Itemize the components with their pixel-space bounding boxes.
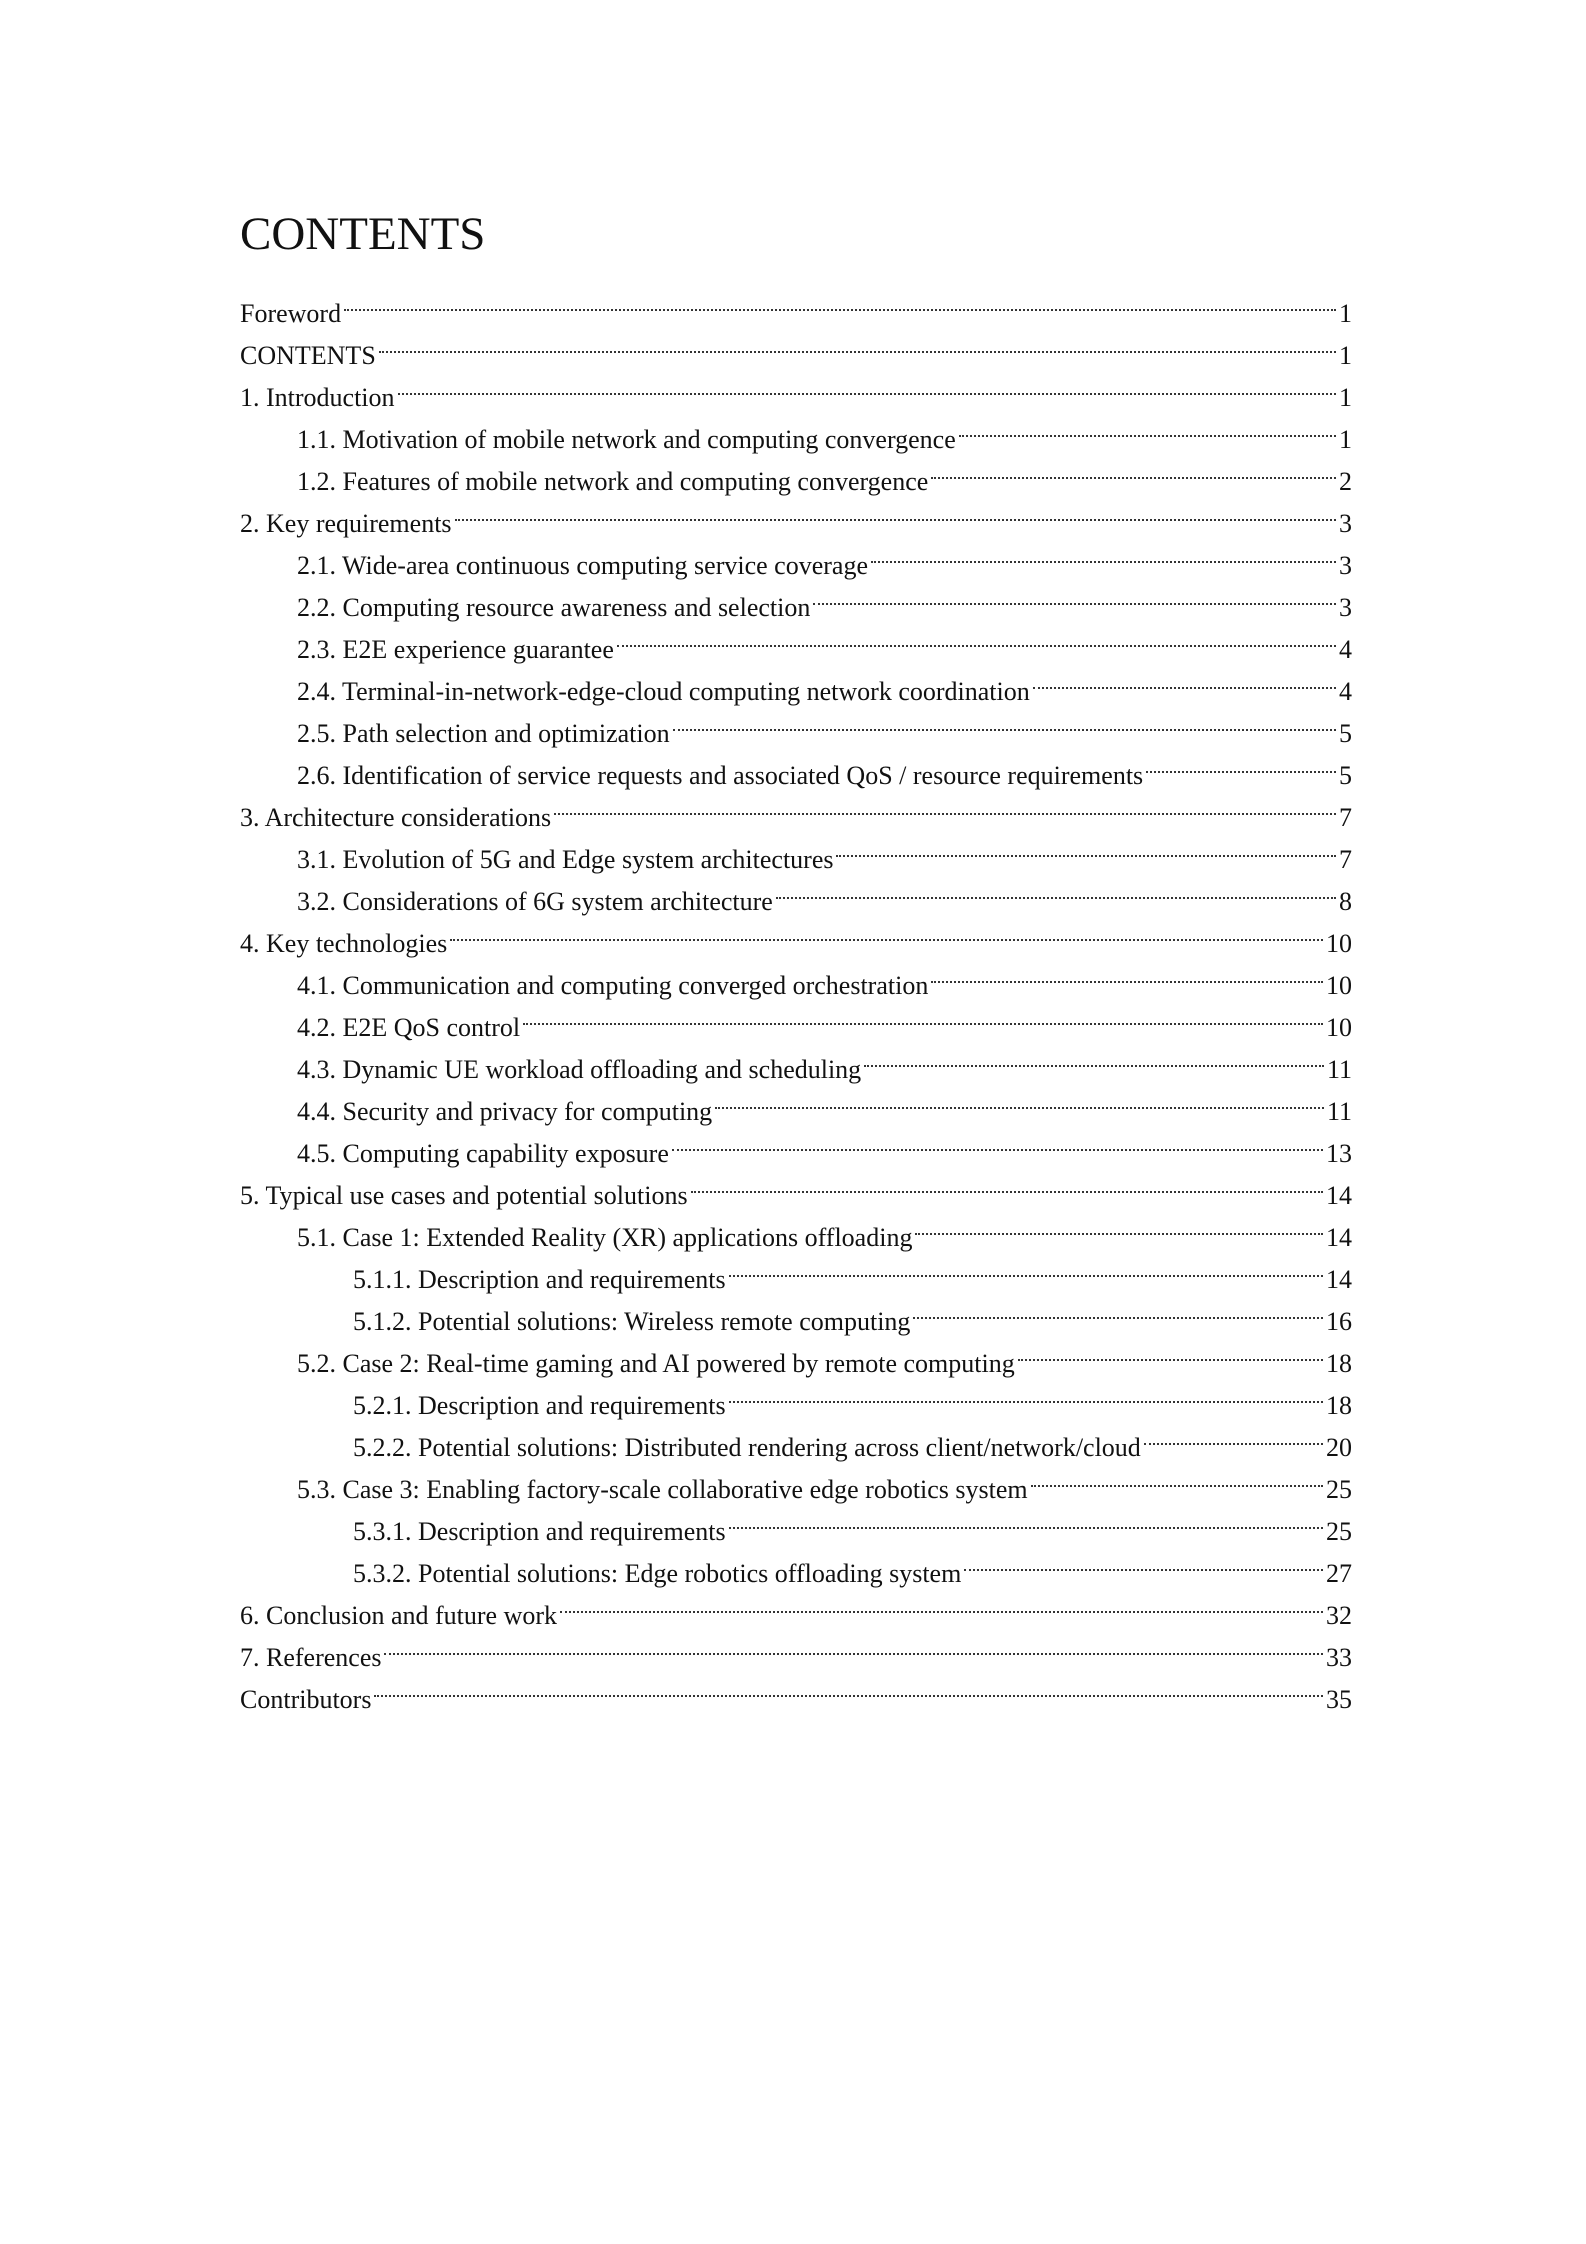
toc-entry-page-number: 33 — [1326, 1643, 1352, 1672]
toc-entry-page-number: 5 — [1339, 761, 1352, 790]
toc-entry-label: 2.1. Wide-area continuous computing service coverage — [297, 551, 868, 580]
toc-entry[interactable] — [240, 1498, 1352, 1546]
toc-entry[interactable] — [240, 574, 1352, 622]
toc-entry-page-number: 14 — [1326, 1265, 1352, 1294]
dot-leader — [617, 616, 1336, 658]
toc-entry-label: 6. Conclusion and future work — [240, 1601, 558, 1630]
toc-entry-page-number: 20 — [1326, 1433, 1352, 1462]
dot-leader — [379, 322, 1336, 364]
toc-entry-page-number: 3 — [1339, 551, 1352, 580]
dot-leader — [374, 1666, 1323, 1708]
toc-entry[interactable] — [240, 406, 1352, 454]
toc-entry[interactable] — [240, 826, 1352, 874]
toc-entry-label: 4.1. Communication and computing converged orchestration — [297, 971, 929, 1000]
toc-entry-page-number: 18 — [1326, 1391, 1352, 1420]
dot-leader — [398, 364, 1336, 406]
dot-leader — [913, 1288, 1323, 1330]
toc-entry[interactable] — [240, 1078, 1352, 1126]
toc-entry[interactable] — [240, 1666, 1352, 1714]
toc-entry-label: 2.3. E2E experience guarantee — [297, 635, 614, 664]
toc-entry-page-number: 10 — [1326, 971, 1352, 1000]
toc-entry-label: 5.2. Case 2: Real-time gaming and AI powered by remote computing — [297, 1349, 1015, 1378]
toc-entry[interactable] — [240, 1120, 1352, 1168]
dot-leader — [673, 700, 1336, 742]
dot-leader — [729, 1498, 1323, 1540]
dot-leader — [959, 406, 1336, 448]
toc-entry[interactable] — [240, 1330, 1352, 1378]
toc-entry-page-number: 8 — [1339, 887, 1352, 916]
toc-entry[interactable] — [240, 1414, 1352, 1462]
dot-leader — [715, 1078, 1324, 1120]
dot-leader — [964, 1540, 1323, 1582]
toc-entry-label: 1.1. Motivation of mobile network and computing convergence — [297, 425, 956, 454]
dot-leader — [931, 448, 1336, 490]
toc-entry-label: 3.2. Considerations of 6G system architecture — [297, 887, 773, 916]
toc-entry-page-number: 32 — [1326, 1601, 1352, 1630]
toc-entry-label: 1.2. Features of mobile network and computing convergence — [297, 467, 929, 496]
toc-entry-page-number: 1 — [1339, 383, 1352, 412]
dot-leader — [560, 1582, 1323, 1624]
toc-entry-page-number: 18 — [1326, 1349, 1352, 1378]
toc-entry-page-number: 4 — [1339, 677, 1352, 706]
toc-entry-label: 2.5. Path selection and optimization — [297, 719, 670, 748]
toc-entry-label: 3.1. Evolution of 5G and Edge system architectures — [297, 845, 834, 874]
toc-entry[interactable] — [240, 952, 1352, 1000]
dot-leader — [554, 784, 1336, 826]
dot-leader — [836, 826, 1336, 868]
toc-entry-page-number: 3 — [1339, 509, 1352, 538]
toc-entry[interactable] — [240, 1204, 1352, 1252]
toc-entry[interactable] — [240, 1582, 1352, 1630]
toc-entry[interactable] — [240, 532, 1352, 580]
toc-entry-label: 5.3.2. Potential solutions: Edge robotics offloading system — [353, 1559, 962, 1588]
toc-entry-label: 5.1.2. Potential solutions: Wireless remote computing — [353, 1307, 911, 1336]
toc-entry[interactable] — [240, 1246, 1352, 1294]
dot-leader — [523, 994, 1323, 1036]
dot-leader — [450, 910, 1323, 952]
toc-entry[interactable] — [240, 448, 1352, 496]
dot-leader — [672, 1120, 1323, 1162]
toc-entry-page-number: 10 — [1326, 929, 1352, 958]
dot-leader — [1144, 1414, 1323, 1456]
toc-entry[interactable] — [240, 1162, 1352, 1210]
toc-entry-label: 4.2. E2E QoS control — [297, 1013, 521, 1042]
table-of-contents — [240, 280, 1352, 1714]
toc-entry-label: 5.2.2. Potential solutions: Distributed rendering across client/network/cloud — [353, 1433, 1141, 1462]
toc-entry-label: Foreword — [240, 299, 342, 328]
toc-entry-page-number: 16 — [1326, 1307, 1352, 1336]
toc-entry-page-number: 1 — [1339, 299, 1352, 328]
toc-entry-page-number: 3 — [1339, 593, 1352, 622]
dot-leader — [455, 490, 1336, 532]
toc-entry-label: 3. Architecture considerations — [240, 803, 552, 832]
dot-leader — [864, 1036, 1324, 1078]
dot-leader — [915, 1204, 1323, 1246]
toc-entry-page-number: 4 — [1339, 635, 1352, 664]
dot-leader — [729, 1246, 1323, 1288]
toc-entry-label: 2.2. Computing resource awareness and selection — [297, 593, 811, 622]
toc-entry[interactable] — [240, 1288, 1352, 1336]
dot-leader — [931, 952, 1323, 994]
toc-entry-label: 4.5. Computing capability exposure — [297, 1139, 669, 1168]
toc-entry-page-number: 27 — [1326, 1559, 1352, 1588]
dot-leader — [344, 280, 1336, 322]
toc-entry[interactable] — [240, 364, 1352, 412]
toc-entry[interactable] — [240, 784, 1352, 832]
toc-entry-label: 7. References — [240, 1643, 382, 1672]
toc-entry[interactable] — [240, 1372, 1352, 1420]
toc-entry-label: 5. Typical use cases and potential solutions — [240, 1181, 688, 1210]
toc-entry-page-number: 2 — [1339, 467, 1352, 496]
toc-entry-label: 2.6. Identification of service requests and associated QoS / resource requirements — [297, 761, 1144, 790]
toc-entry-label: 1. Introduction — [240, 383, 395, 412]
toc-entry[interactable] — [240, 322, 1352, 370]
toc-entry-page-number: 7 — [1339, 845, 1352, 874]
toc-entry[interactable] — [240, 280, 1352, 328]
toc-entry-page-number: 25 — [1326, 1475, 1352, 1504]
toc-entry[interactable] — [240, 1456, 1352, 1504]
toc-entry-label: 2.4. Terminal-in-network-edge-cloud computing network coordination — [297, 677, 1030, 706]
toc-entry-page-number: 11 — [1326, 1097, 1352, 1126]
toc-entry[interactable] — [240, 490, 1352, 538]
toc-entry[interactable] — [240, 994, 1352, 1042]
dot-leader — [691, 1162, 1323, 1204]
toc-entry[interactable] — [240, 658, 1352, 706]
toc-entry-page-number: 10 — [1326, 1013, 1352, 1042]
toc-entry-page-number: 25 — [1326, 1517, 1352, 1546]
toc-entry-label: 4. Key technologies — [240, 929, 448, 958]
dot-leader — [871, 532, 1336, 574]
dot-leader — [1146, 742, 1336, 784]
toc-entry[interactable] — [240, 1540, 1352, 1588]
dot-leader — [813, 574, 1336, 616]
toc-entry-label: 5.1. Case 1: Extended Reality (XR) applications offloading — [297, 1223, 913, 1252]
toc-entry-label: 5.3.1. Description and requirements — [353, 1517, 726, 1546]
toc-entry[interactable] — [240, 700, 1352, 748]
toc-entry[interactable] — [240, 868, 1352, 916]
toc-entry[interactable] — [240, 1036, 1352, 1084]
dot-leader — [1033, 658, 1336, 700]
toc-entry-label: Contributors — [240, 1685, 372, 1714]
toc-entry[interactable] — [240, 910, 1352, 958]
dot-leader — [776, 868, 1336, 910]
toc-entry[interactable] — [240, 742, 1352, 790]
toc-entry-label: CONTENTS — [240, 341, 376, 370]
toc-entry-label: 2. Key requirements — [240, 509, 452, 538]
toc-entry-page-number: 35 — [1326, 1685, 1352, 1714]
toc-entry-label: 5.3. Case 3: Enabling factory-scale collaborative edge robotics system — [297, 1475, 1028, 1504]
contents-heading: CONTENTS — [240, 208, 486, 260]
toc-entry-page-number: 7 — [1339, 803, 1352, 832]
toc-entry-label: 5.2.1. Description and requirements — [353, 1391, 726, 1420]
toc-entry-page-number: 11 — [1326, 1055, 1352, 1084]
dot-leader — [729, 1372, 1323, 1414]
dot-leader — [1031, 1456, 1323, 1498]
dot-leader — [1018, 1330, 1323, 1372]
toc-entry-label: 4.3. Dynamic UE workload offloading and scheduling — [297, 1055, 862, 1084]
toc-entry[interactable] — [240, 1624, 1352, 1672]
toc-entry-label: 4.4. Security and privacy for computing — [297, 1097, 713, 1126]
toc-entry-page-number: 5 — [1339, 719, 1352, 748]
dot-leader — [384, 1624, 1323, 1666]
toc-entry[interactable] — [240, 616, 1352, 664]
toc-entry-label: 5.1.1. Description and requirements — [353, 1265, 726, 1294]
toc-entry-page-number: 14 — [1326, 1181, 1352, 1210]
toc-entry-page-number: 1 — [1339, 425, 1352, 454]
toc-entry-page-number: 14 — [1326, 1223, 1352, 1252]
toc-entry-page-number: 1 — [1339, 341, 1352, 370]
toc-entry-page-number: 13 — [1326, 1139, 1352, 1168]
